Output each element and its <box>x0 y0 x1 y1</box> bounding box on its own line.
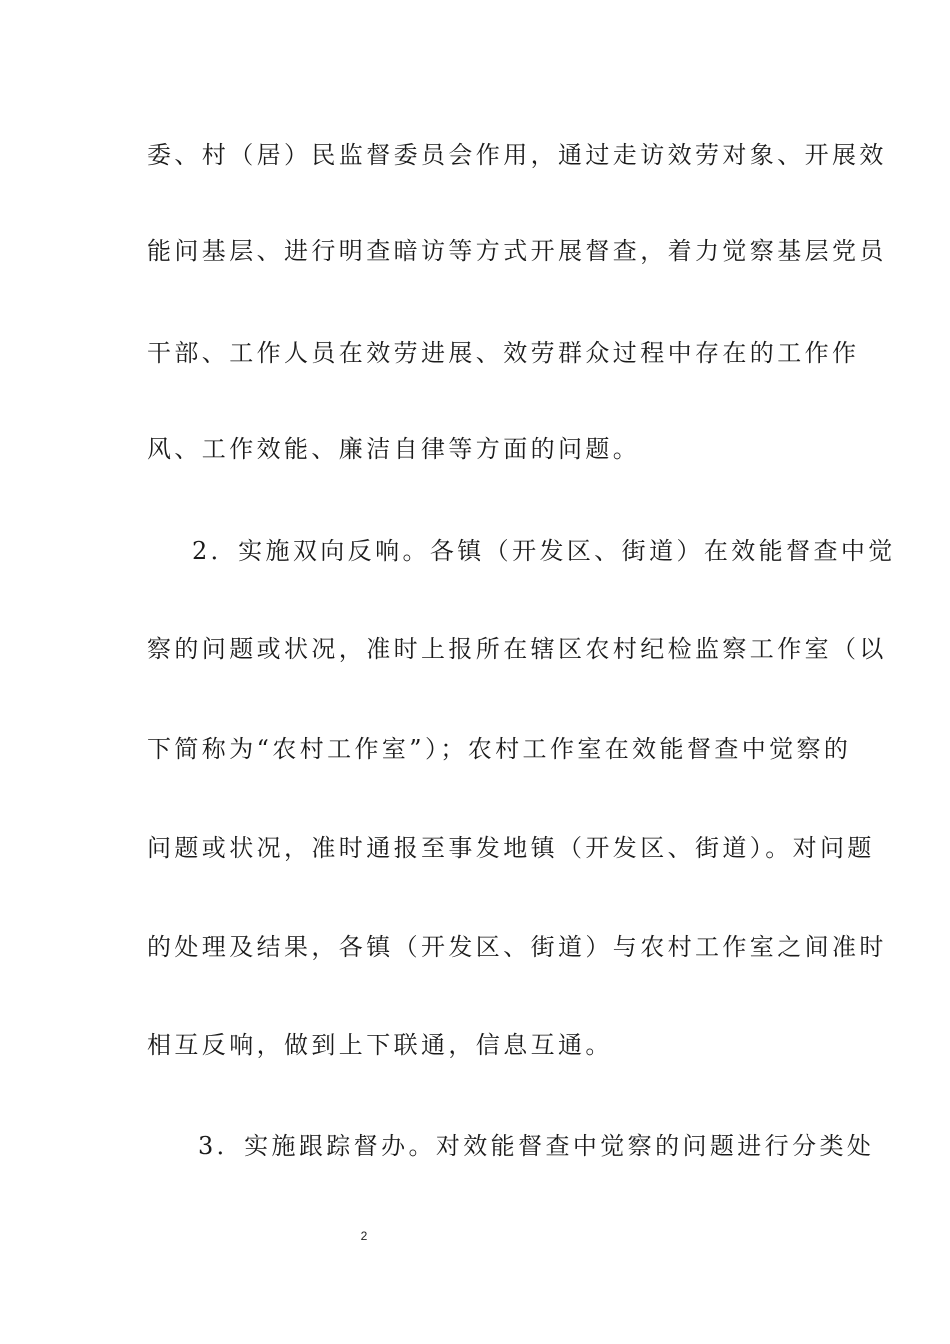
paragraph-line: 委、村（居）民监督委员会作用，通过走访效劳对象、开展效 <box>147 141 887 169</box>
paragraph-line: 相互反响，做到上下联通，信息互通。 <box>147 1031 613 1059</box>
page-number: 2 <box>360 1229 368 1243</box>
paragraph-line: 下简称为“农村工作室”）；农村工作室在效能督查中觉察的 <box>147 735 852 763</box>
paragraph-line: 干部、工作人员在效劳进展、效劳群众过程中存在的工作作 <box>147 339 860 367</box>
paragraph-line: 的处理及结果，各镇（开发区、街道）与农村工作室之间准时 <box>147 933 887 961</box>
paragraph-line: 风、工作效能、廉洁自律等方面的问题。 <box>147 435 641 463</box>
paragraph-line: 能问基层、进行明查暗访等方式开展督查，着力觉察基层党员 <box>147 237 887 265</box>
paragraph-line: 2．实施双向反响。各镇（开发区、街道）在效能督查中觉 <box>192 537 896 565</box>
paragraph-line: 察的问题或状况，准时上报所在辖区农村纪检监察工作室（以 <box>147 635 887 663</box>
paragraph-line: 3．实施跟踪督办。对效能督查中觉察的问题进行分类处 <box>198 1132 875 1160</box>
paragraph-line: 问题或状况，准时通报至事发地镇（开发区、街道）。对问题 <box>147 834 875 862</box>
